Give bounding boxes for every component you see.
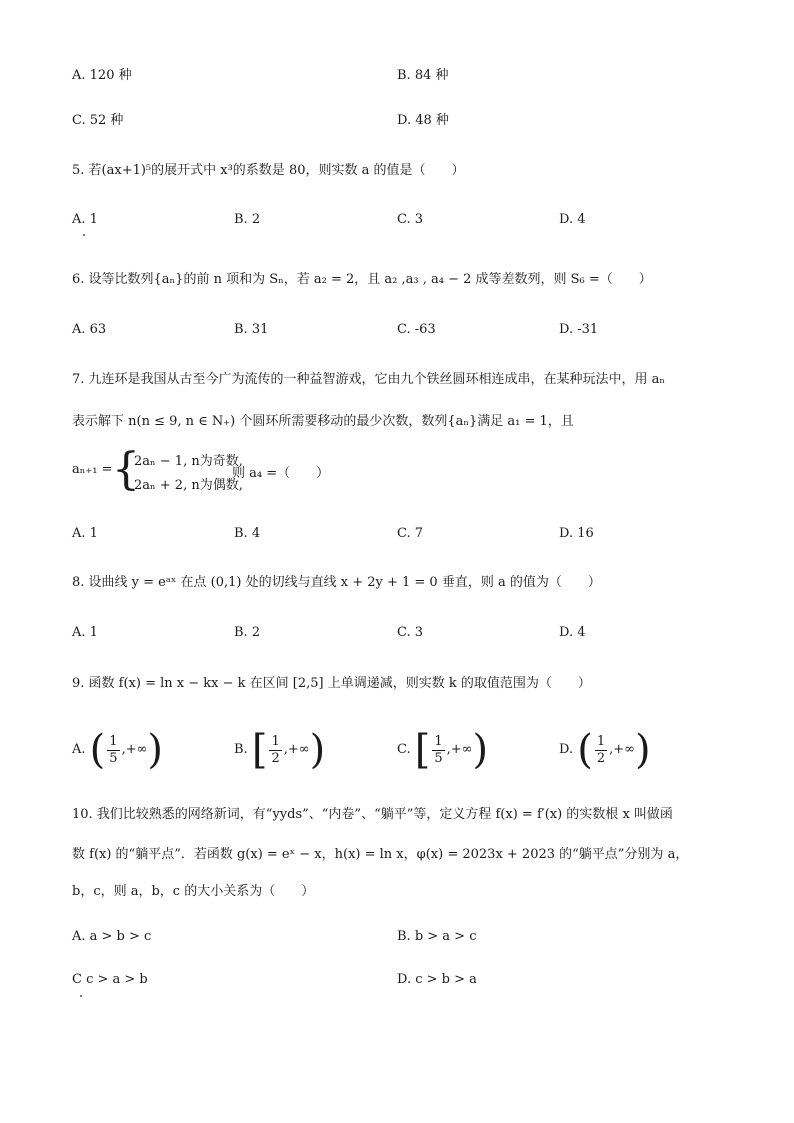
option-letter: B. <box>234 742 248 757</box>
q9-option-c <box>397 727 489 773</box>
q7-option-a: A. 1 <box>72 526 98 541</box>
numerator: 1 <box>596 733 606 749</box>
interval-rest: ,+∞ <box>446 742 473 757</box>
q5-option-c: C. 3 <box>397 212 424 227</box>
option-letter: D. <box>559 742 574 757</box>
stray-dot <box>83 234 85 236</box>
open-bracket: ( <box>577 727 593 773</box>
prev-option-c: C. 52 种 <box>72 113 124 128</box>
recurrence-case-even: 2aₙ + 2, n为偶数, <box>134 478 243 493</box>
numerator: 1 <box>434 733 443 749</box>
q10-option-c: C c > a > b <box>72 972 148 987</box>
close-bracket: ) <box>309 727 326 773</box>
prev-option-a: A. 120 种 <box>72 68 132 83</box>
fraction <box>595 734 607 767</box>
q8-option-b: B. 2 <box>234 625 261 640</box>
q6-option-b: B. 31 <box>234 322 269 337</box>
question-8-text: 8. 设曲线 y = eᵃˣ 在点 (0,1) 处的切线与直线 x + 2y + 1 = 0 垂直，则 a 的值为（ ） <box>72 575 601 590</box>
recurrence-case-odd: 2aₙ − 1, n为奇数, <box>134 454 243 469</box>
recurrence-question: 则 a₄ =（ ） <box>232 466 330 481</box>
interval-rest: ,+∞ <box>283 742 310 757</box>
question-10-line-3: b，c，则 a，b，c 的大小关系为（ ） <box>72 884 315 899</box>
prev-option-d: D. 48 种 <box>397 113 449 128</box>
stray-dot <box>80 995 82 997</box>
prev-option-b: B. 84 种 <box>397 68 449 83</box>
q5-option-b: B. 2 <box>234 212 261 227</box>
brace-symbol: { <box>112 444 140 495</box>
q8-option-d: D. 4 <box>559 625 586 640</box>
question-7-line-2: 表示解下 n(n ≤ 9, n ∈ N₊) 个圆环所需要移动的最少次数，数列{aₙ}满足 a₁ = 1，且 <box>72 414 574 429</box>
question-6-text: 6. 设等比数列{aₙ}的前 n 项和为 Sₙ，若 a₂ = 2，且 a₂ ,a₃ , a₄ − 2 成等差数列，则 S₆ =（ ） <box>72 272 652 287</box>
q5-option-a: A. 1 <box>72 212 98 227</box>
q6-option-d: D. -31 <box>559 322 599 337</box>
q7-option-d: D. 16 <box>559 526 594 541</box>
q9-option-d <box>559 727 651 773</box>
q9-option-a <box>72 727 164 773</box>
question-10-line-2: 数 f(x) 的“躺平点”．若函数 g(x) = eˣ − x，h(x) = ln x，φ(x) = 2023x + 2023 的“躺平点”分别为 a， <box>72 847 689 862</box>
interval-rest: ,+∞ <box>121 742 148 757</box>
q10-option-d: D. c > b > a <box>397 972 477 987</box>
q6-option-c: C. -63 <box>397 322 436 337</box>
q7-option-b: B. 4 <box>234 526 261 541</box>
q5-option-d: D. 4 <box>559 212 586 227</box>
open-bracket: [ <box>251 727 268 773</box>
q9-option-b <box>234 727 326 773</box>
denominator: 2 <box>271 750 280 766</box>
question-5-text: 5. 若(ax+1)⁵的展开式中 x³的系数是 80，则实数 a 的值是（ ） <box>72 163 465 178</box>
fraction <box>269 734 281 767</box>
question-9-text: 9. 函数 f(x) = ln x − kx − k 在区间 [2,5] 上单调递减，则实数 k 的取值范围为（ ） <box>72 676 591 691</box>
q6-option-a: A. 63 <box>72 322 107 337</box>
numerator: 1 <box>271 733 280 749</box>
fraction <box>432 734 444 767</box>
numerator: 1 <box>109 733 118 749</box>
denominator: 2 <box>596 750 606 766</box>
open-bracket: [ <box>414 727 431 773</box>
recurrence-lhs: aₙ₊₁ = <box>72 462 113 477</box>
close-bracket: ) <box>634 727 651 773</box>
question-10-line-1: 10. 我们比较熟悉的网络新词，有“yyds”、“内卷”、“躺平”等，定义方程 f(x) = f′(x) 的实数根 x 叫做函 <box>72 807 673 822</box>
close-bracket: ) <box>472 727 489 773</box>
q10-option-a: A. a > b > c <box>72 929 152 944</box>
interval-rest: ,+∞ <box>609 742 635 757</box>
denominator: 5 <box>109 750 118 766</box>
option-letter: C. <box>397 742 411 757</box>
q8-option-c: C. 3 <box>397 625 424 640</box>
recurrence-definition <box>72 444 472 496</box>
open-bracket: ( <box>89 727 106 773</box>
q8-option-a: A. 1 <box>72 625 98 640</box>
q10-option-b: B. b > a > c <box>397 929 477 944</box>
q7-option-c: C. 7 <box>397 526 424 541</box>
close-bracket: ) <box>147 727 164 773</box>
denominator: 5 <box>434 750 443 766</box>
fraction <box>107 734 119 767</box>
option-letter: A. <box>72 742 86 757</box>
question-7-line-1: 7. 九连环是我国从古至今广为流传的一种益智游戏，它由九个铁丝圆环相连成串，在某种玩法中，用 aₙ <box>72 372 666 387</box>
